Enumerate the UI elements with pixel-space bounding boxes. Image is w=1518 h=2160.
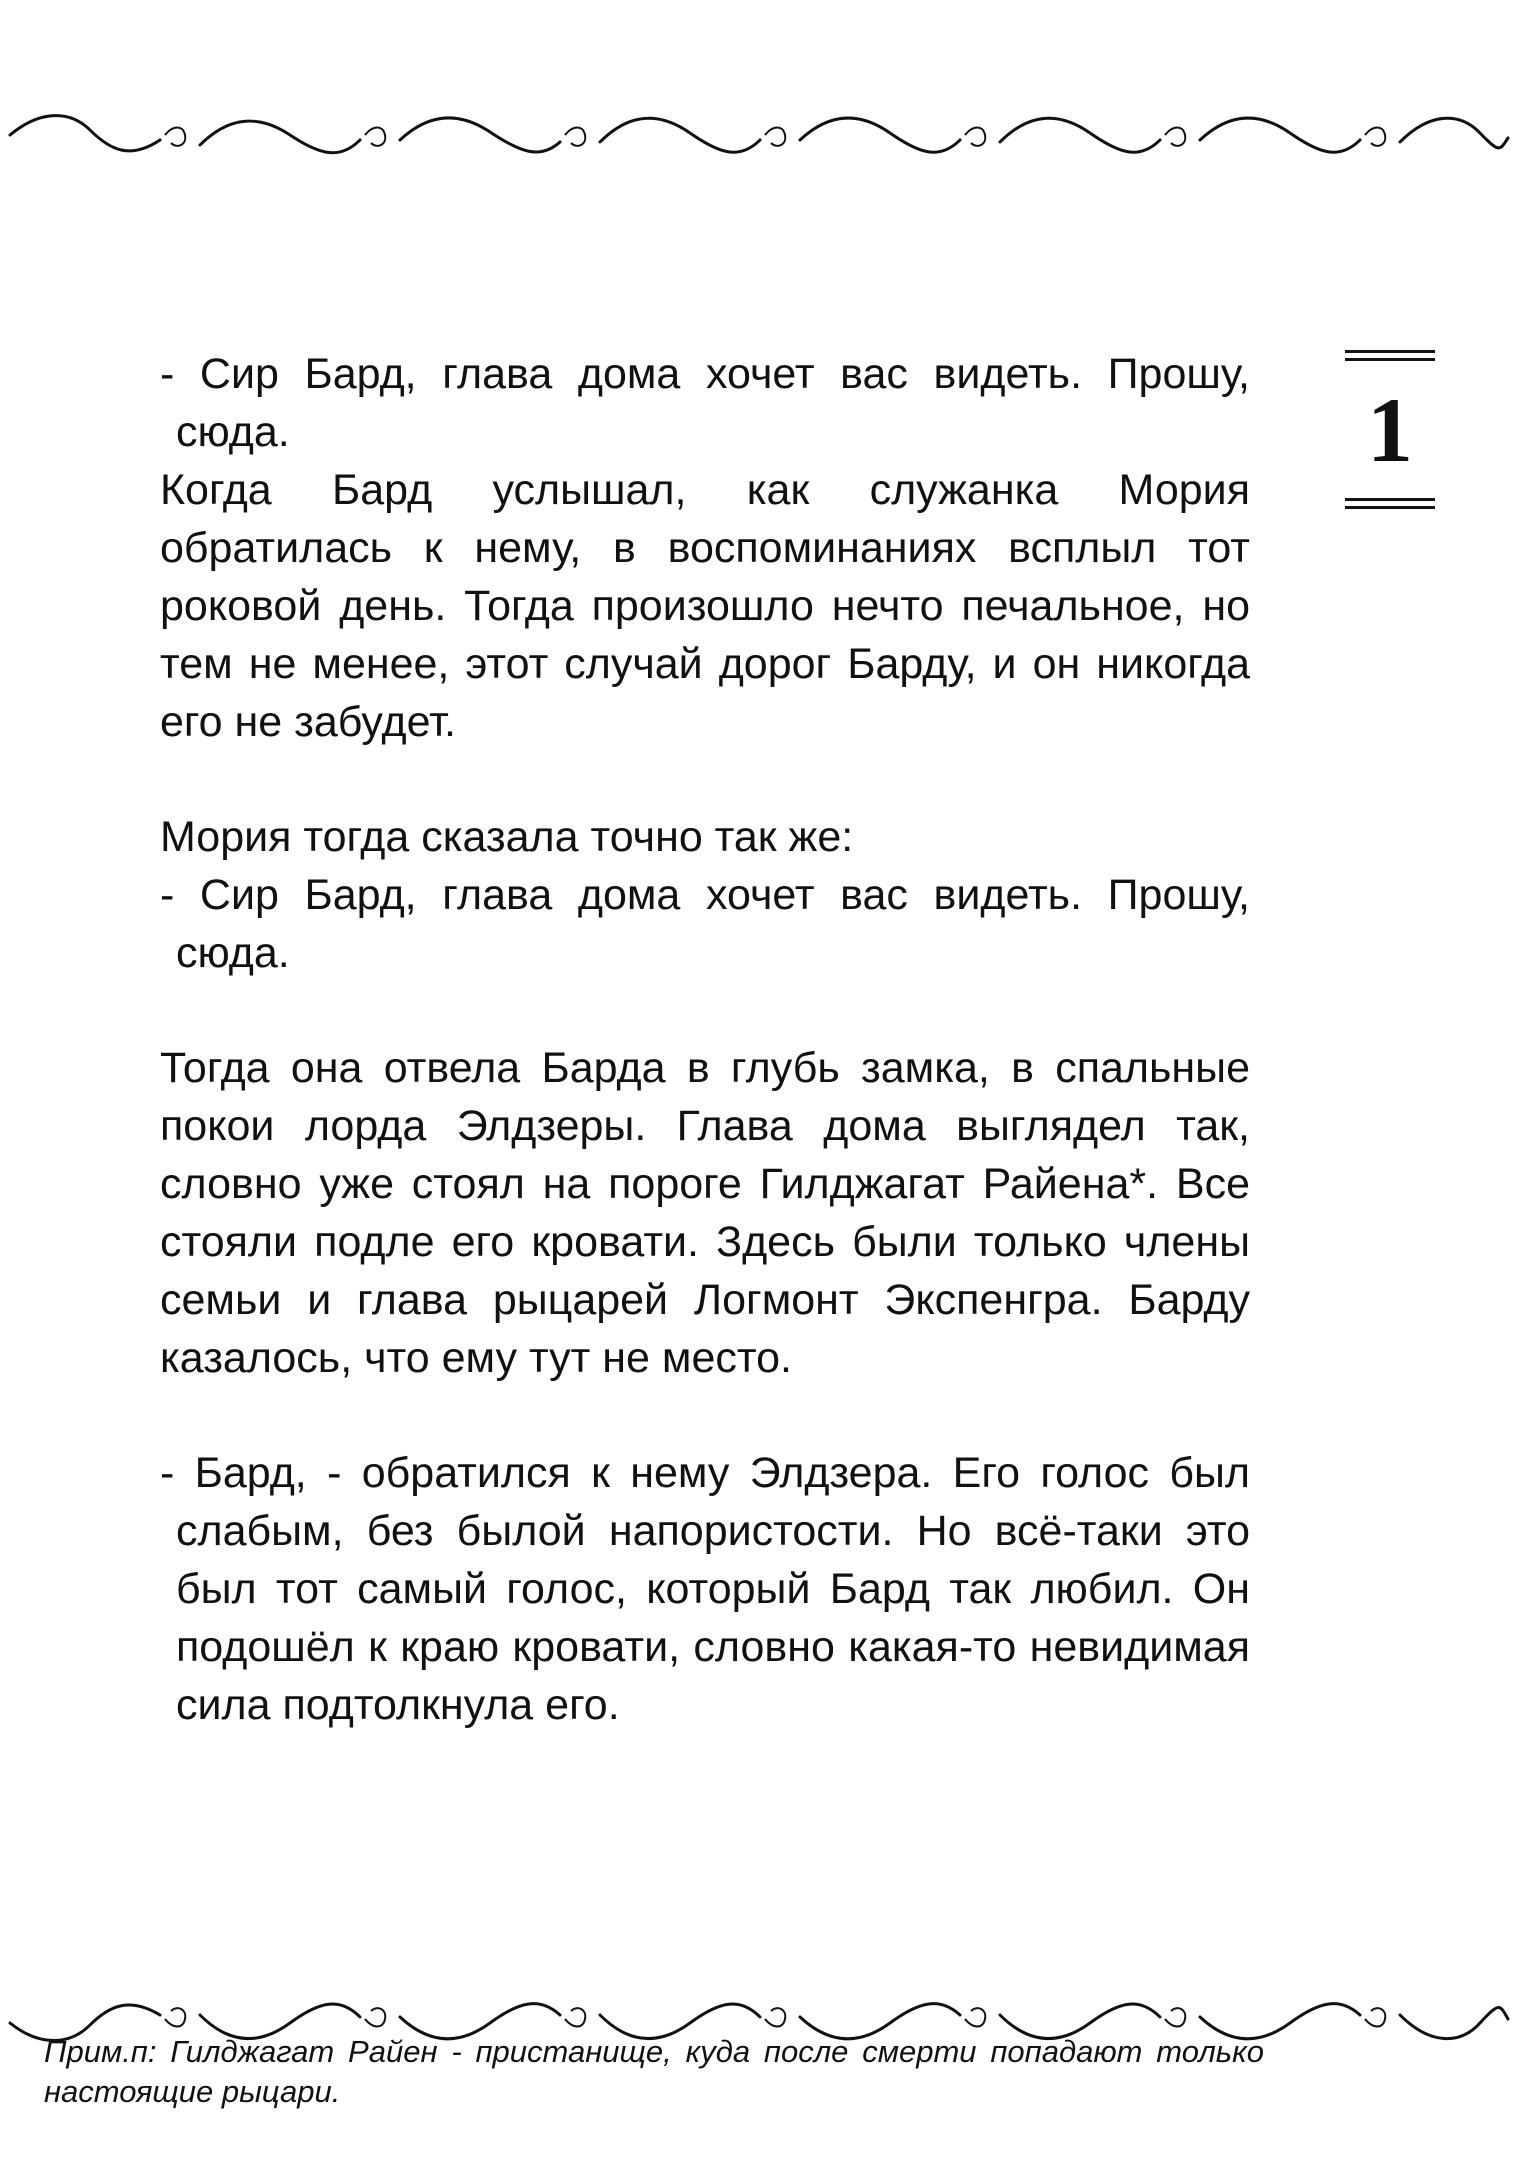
chapter-number: 1 <box>1367 379 1413 481</box>
chapter-rule-top-second <box>1345 358 1435 361</box>
chapter-rule-bottom <box>1345 498 1435 501</box>
translator-footnote: Прим.п: Гилджагат Райен - пристанище, куда после смерти попадают только настоящие рыцари. <box>44 2034 1264 2109</box>
narrative-paragraph: Когда Бард услышал, как служанка Мория обратилась к нему, в воспоминаниях всплыл тот роковой день. Тогда произошло нечто печальное, но тем не менее, этот случай дорог Барду, и он никогда его не забудет. <box>160 466 1250 746</box>
narrative-paragraph: Тогда она отвела Барда в глубь замка, в спальные покои лорда Элдзеры. Глава дома выглядел так, словно уже стоял на пороге Гилджагат Райена*. Все стояли подле его кровати. Здесь были только члены семьи и глава рыцарей Логмонт Экспенгра. Барду казалось, что ему тут не место. <box>160 1044 1250 1382</box>
dialogue-paragraph: - Сир Бард, глава дома хочет вас видеть. Прошу, сюда. <box>160 350 1250 456</box>
page-body <box>160 345 1250 1734</box>
top-ornament-border-icon <box>0 100 1518 170</box>
dialogue-paragraph: - Бард, - обратился к нему Элдзера. Его голос был слабым, без былой напористости. Но всё-таки это был тот самый голос, который Бард так любил. Он подошёл к краю кровати, словно какая-то невидимая сила подтолкнула его. <box>160 1449 1250 1729</box>
chapter-rule-bottom-second <box>1345 506 1435 509</box>
chapter-marker <box>1345 350 1435 520</box>
chapter-rule-top <box>1345 350 1435 353</box>
narrative-paragraph: Мория тогда сказала точно так же: <box>160 813 854 861</box>
dialogue-paragraph: - Сир Бард, глава дома хочет вас видеть. Прошу, сюда. <box>160 871 1250 977</box>
